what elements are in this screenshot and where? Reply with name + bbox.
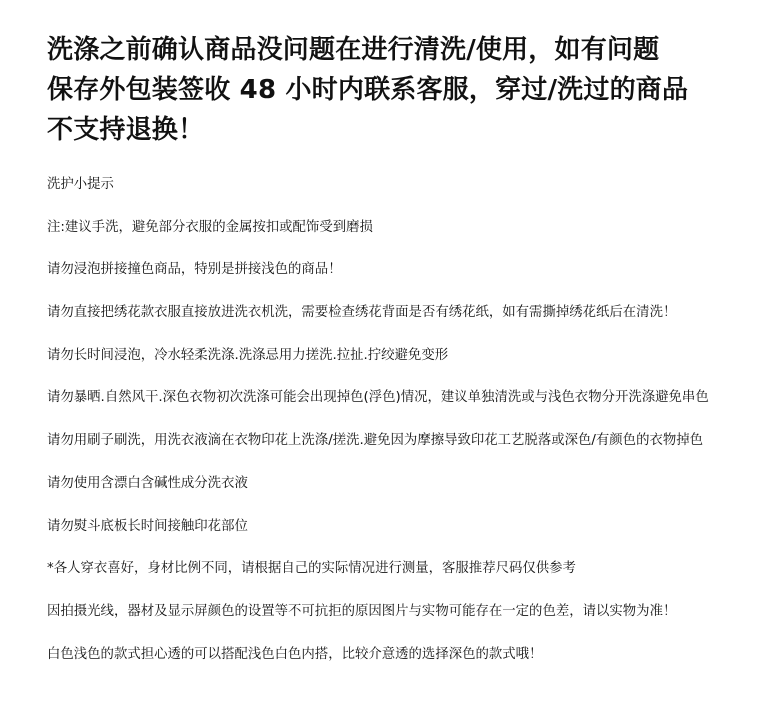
transparency-note: 白色浅色的款式担心透的可以搭配浅色白色内搭，比较介意透的选择深色的款式哦！ [47, 646, 543, 662]
headline-line: 洗涤之前确认商品没问题在进行清洗/使用，如有问题 [47, 35, 660, 65]
care-tip: 注:建议手洗，避免部分衣服的金属按扣或配饰受到磨损 [47, 219, 373, 235]
size-advice-note: *各人穿衣喜好，身材比例不同，请根据自己的实际情况进行测量，客服推荐尺码仅供参考 [47, 561, 576, 577]
care-tip: 请勿长时间浸泡，冷水轻柔洗涤.洗涤忌用力搓洗.拉扯.拧绞避免变形 [47, 347, 449, 363]
care-tip: 请勿用刷子刷洗，用洗衣液滴在衣物印花上洗涤/搓洗.避免因为摩擦导致印花工艺脱落或深色/有颜色的衣物掉色 [47, 433, 704, 449]
care-tip: 请勿暴晒.自然风干.深色衣物初次洗涤可能会出现掉色(浮色)情况，建议单独清洗或与浅色衣物分开洗涤避免串色 [47, 390, 709, 406]
care-tips-title: 洗护小提示 [47, 177, 114, 192]
care-tip: 请勿浸泡拼接撞色商品，特别是拼接浅色的商品！ [47, 262, 342, 278]
care-tip: 请勿直接把绣花款衣服直接放进洗衣机洗，需要检查绣花背面是否有绣花纸，如有需撕掉绣花纸后在清洗！ [47, 305, 677, 321]
headline-line: 不支持退换！ [47, 115, 205, 145]
care-tip: 请勿熨斗底板长时间接触印花部位 [47, 518, 248, 534]
return-policy-headline [47, 30, 767, 150]
care-tip: 请勿使用含漂白含碱性成分洗衣液 [47, 475, 248, 491]
headline-line: 保存外包装签收 48 小时内联系客服，穿过/洗过的商品 [47, 75, 689, 105]
color-difference-note: 因拍摄光线，器材及显示屏颜色的设置等不可抗拒的原因图片与实物可能存在一定的色差，请以实物为准！ [47, 603, 677, 619]
care-tips-list [47, 172, 767, 684]
